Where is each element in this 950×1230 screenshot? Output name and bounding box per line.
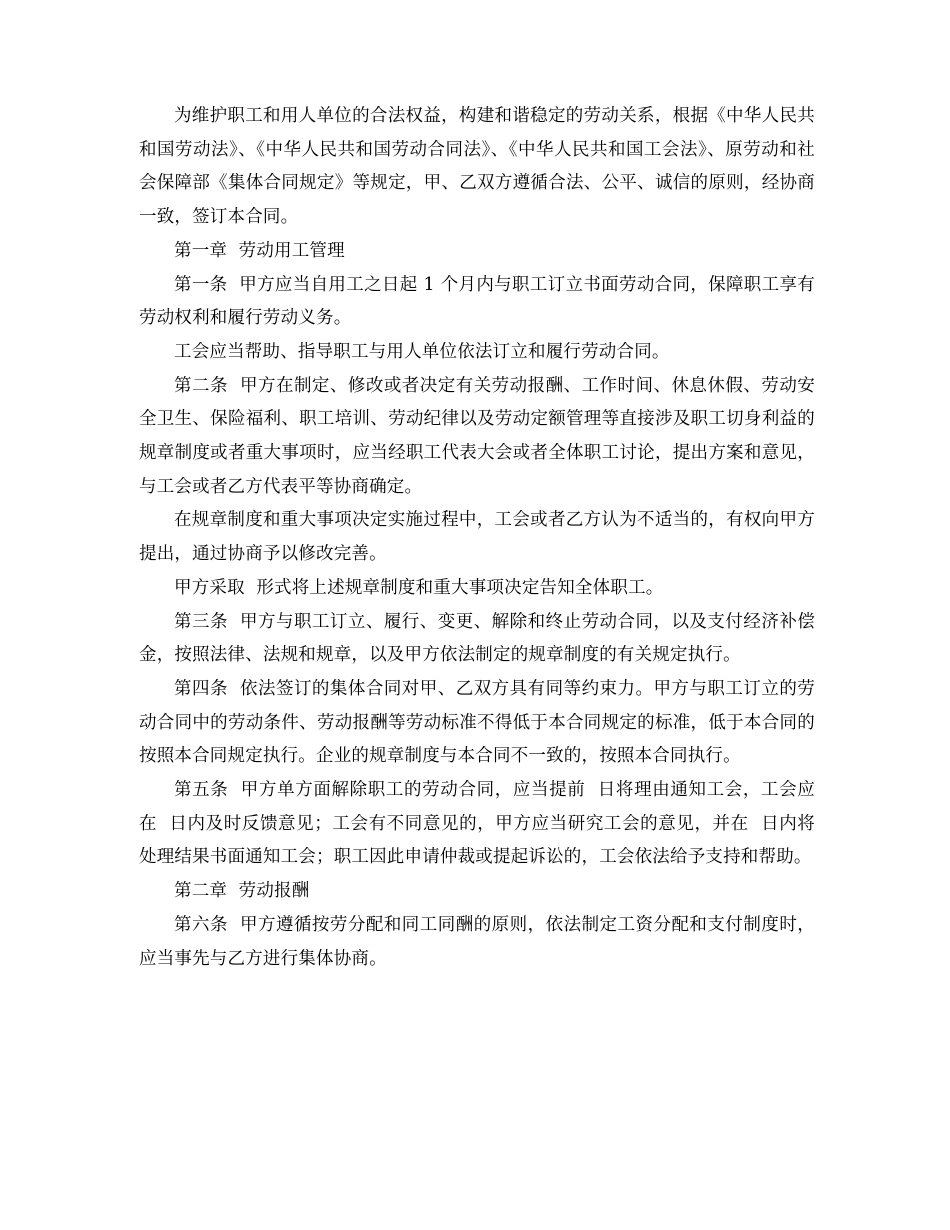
article-3: 第三条 甲方与职工订立、履行、变更、解除和终止劳动合同，以及支付经济补偿金，按照法律、法规和规章，以及甲方依法制定的规章制度的有关规定执行。: [139, 611, 815, 666]
document-page: [139, 100, 815, 976]
article-6: 第六条 甲方遵循按劳分配和同工同酬的原则，依法制定工资分配和支付制度时，应当事先与乙方进行集体协商。: [139, 914, 815, 969]
article-1: 第一条 甲方应当自用工之日起 1 个月内与职工订立书面劳动合同，保障职工享有劳动权利和履行劳动义务。: [139, 274, 815, 329]
chapter-heading-2: 第二章 劳动报酬: [174, 881, 310, 902]
article-1-note: 工会应当帮助、指导职工与用人单位依法订立和履行劳动合同。: [174, 341, 670, 362]
article-2-note-1: 在规章制度和重大事项决定实施过程中，工会或者乙方认为不适当的，有权向甲方提出，通过协商予以修改完善。: [139, 510, 815, 565]
chapter-heading-1: 第一章 劳动用工管理: [174, 240, 345, 261]
article-2: 第二条 甲方在制定、修改或者决定有关劳动报酬、工作时间、休息休假、劳动安全卫生、保险福利、职工培训、劳动纪律以及劳动定额管理等直接涉及职工切身利益的规章制度或者重大事项时，应当经职工代表大会或者全体职工讨论，提出方案和意见，与工会或者乙方代表平等协商确定。: [139, 375, 815, 497]
article-2-note-2: 甲方采取 形式将上述规章制度和重大事项决定告知全体职工。: [174, 577, 664, 598]
article-4: 第四条 依法签订的集体合同对甲、乙双方具有同等约束力。甲方与职工订立的劳动合同中的劳动条件、劳动报酬等劳动标准不得低于本合同规定的标准，低于本合同的按照本合同规定执行。企业的规章制度与本合同不一致的，按照本合同执行。: [139, 678, 815, 767]
article-5: 第五条 甲方单方面解除职工的劳动合同，应当提前 日将理由通知工会，工会应在 日内及时反馈意见；工会有不同意见的，甲方应当研究工会的意见，并在 日内将处理结果书面通知工会；职工因此申请仲裁或提起诉讼的，工会依法给予支持和帮助。: [139, 780, 815, 868]
paragraph-preamble: 为维护职工和用人单位的合法权益，构建和谐稳定的劳动关系，根据《中华人民共和国劳动法》、《中华人民共和国劳动合同法》、《中华人民共和国工会法》、原劳动和社会保障部《集体合同规定》等规定，甲、乙双方遵循合法、公平、诚信的原则，经协商一致，签订本合同。: [139, 106, 815, 228]
